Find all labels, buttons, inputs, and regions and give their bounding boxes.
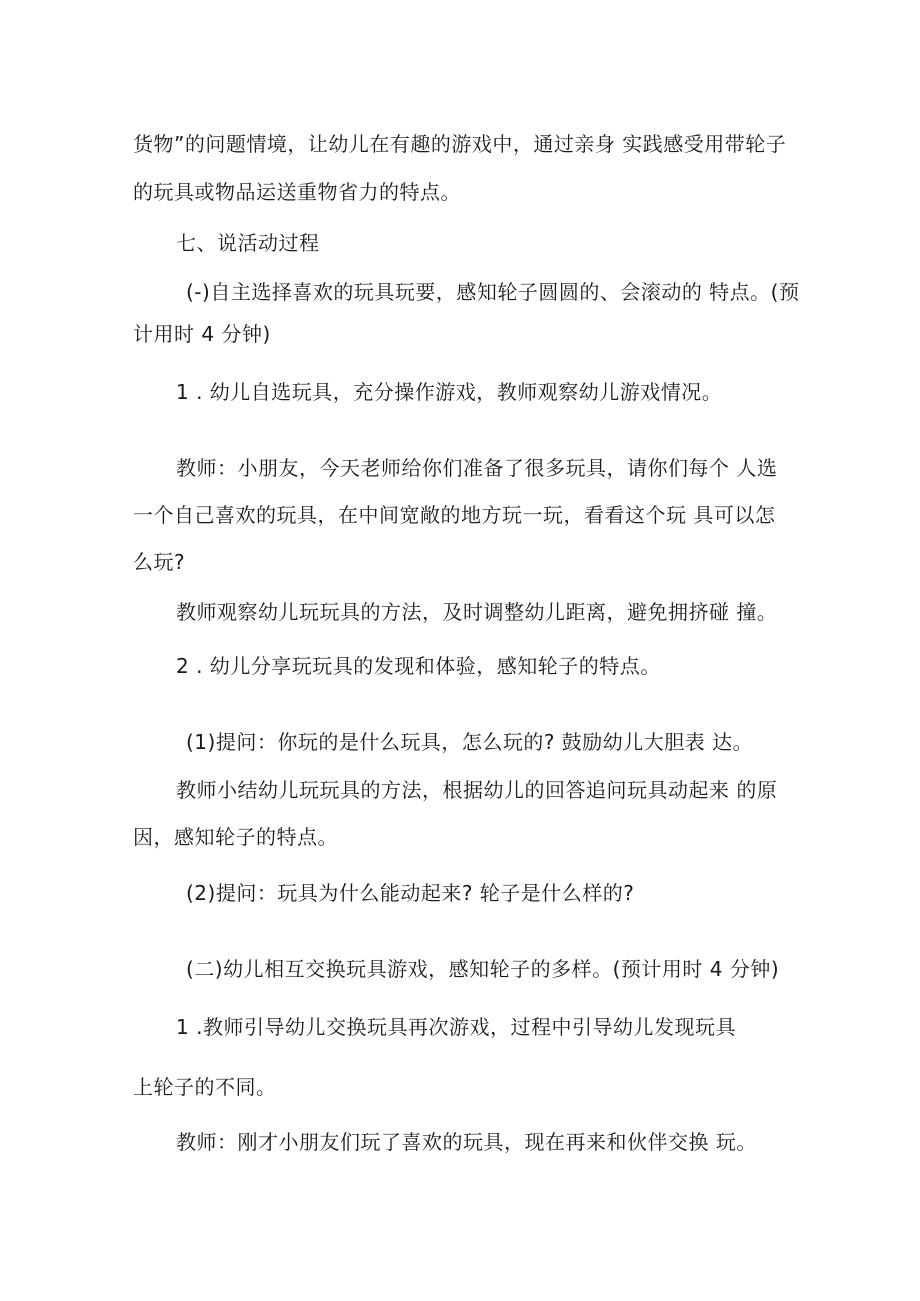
- text-line: 教师：小朋友，今天老师给你们准备了很多玩具，请你们每个 人选: [176, 456, 778, 480]
- text-line: 教师观察幼儿玩玩具的方法，及时调整幼儿距离，避免拥挤碰 撞。: [176, 600, 778, 624]
- text-line: 的玩具或物品运送重物省力的特点。: [133, 180, 461, 204]
- text-line: 上轮子的不同。: [133, 1075, 277, 1099]
- text-line: 教师：刚才小朋友们玩了喜欢的玩具，现在再来和伙伴交换 玩。: [176, 1130, 757, 1154]
- section-heading: 七、说活动过程: [176, 231, 320, 255]
- text-line: 1 .教师引导幼儿交换玩具再次游戏，过程中引导幼儿发现玩具: [176, 1015, 736, 1039]
- subsection-heading: (二)幼儿相互交换玩具游戏，感知轮子的多样。(预计用时 4 分钟): [186, 957, 780, 981]
- text-line: 因，感知轮子的特点。: [133, 825, 338, 849]
- text-line: (1)提问：你玩的是什么玩具，怎么玩的? 鼓励幼儿大胆表 达。: [186, 730, 754, 754]
- text-line: 教师小结幼儿玩玩具的方法，根据幼儿的回答追问玩具动起来 的原: [176, 778, 778, 802]
- text-line: 计用时 4 分钟): [133, 322, 271, 346]
- text-line: 么玩?: [133, 550, 186, 574]
- text-line: 货物”的问题情境，让幼儿在有趣的游戏中，通过亲身 实践感受用带轮子: [133, 132, 787, 156]
- text-line: 1 . 幼儿自选玩具，充分操作游戏，教师观察幼儿游戏情况。: [176, 380, 723, 404]
- text-line: 2 . 幼儿分享玩玩具的发现和体验，感知轮子的特点。: [176, 654, 661, 678]
- text-line: (2)提问：玩具为什么能动起来? 轮子是什么样的?: [186, 881, 635, 905]
- text-line: 一个自己喜欢的玩具，在中间宽敞的地方玩一玩，看看这个玩 具可以怎: [133, 503, 776, 527]
- subsection-heading: (-)自主选择喜欢的玩具玩要，感知轮子圆圆的、会滚动的 特点。(预: [186, 280, 800, 304]
